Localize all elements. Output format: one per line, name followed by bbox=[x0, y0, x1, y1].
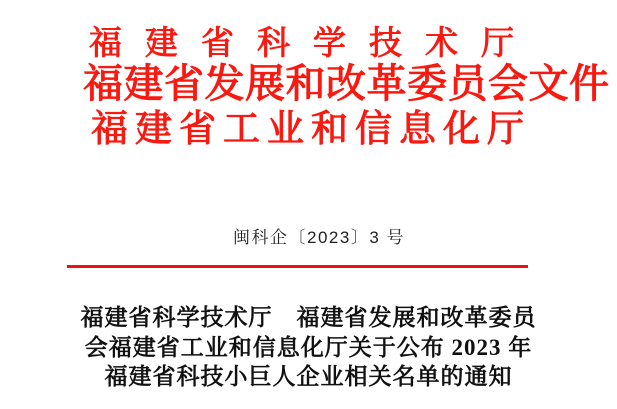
letterhead-agency-science-tech: 福建省科学技术厅 bbox=[89, 24, 537, 61]
document-reference-number: 闽科企〔2023〕3 号 bbox=[233, 228, 405, 247]
letterhead-agency-development-reform: 福建省发展和改革委员会文件 bbox=[83, 62, 610, 106]
red-divider-rule bbox=[67, 265, 528, 268]
document-title-line-2: 会福建省工业和信息化厅关于公布 2023 年 bbox=[84, 334, 533, 360]
document-title-line-1: 福建省科学技术厅 福建省发展和改革委员 bbox=[80, 305, 537, 330]
document-title-line-3: 福建省科技小巨人企业相关名单的通知 bbox=[104, 364, 513, 389]
document-title bbox=[0, 303, 617, 392]
letterhead-agency-industry-information: 福建省工业和信息化厅 bbox=[91, 109, 531, 150]
